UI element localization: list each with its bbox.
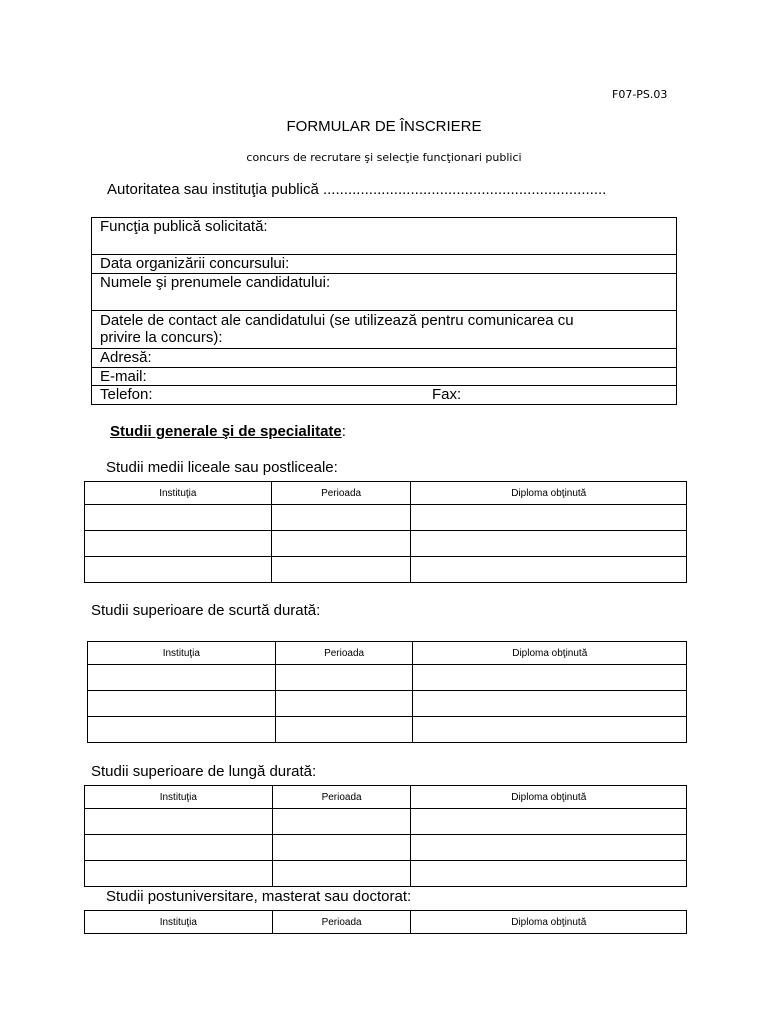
table-cell[interactable] <box>275 691 413 717</box>
candidate-name-label: Numele şi prenumele candidatului: <box>100 274 331 291</box>
table-row <box>88 691 687 717</box>
candidate-info-box <box>91 217 677 405</box>
table-cell[interactable] <box>85 531 272 557</box>
address-label: Adresă: <box>100 349 152 366</box>
table-row <box>88 717 687 743</box>
table-cell[interactable] <box>88 665 276 691</box>
table-header-row <box>85 786 687 809</box>
studies-heading <box>110 423 346 440</box>
table-row <box>85 835 687 861</box>
address-field[interactable] <box>92 349 676 368</box>
candidate-name-field[interactable] <box>92 274 676 311</box>
long-higher-studies-label: Studii superioare de lungă durată: <box>91 763 317 780</box>
table-cell[interactable] <box>271 557 411 583</box>
table-cell[interactable] <box>413 717 687 743</box>
long-higher-studies-table <box>84 785 687 887</box>
postgraduate-studies-table <box>84 910 687 934</box>
function-label: Funcţia publică solicitată: <box>100 218 268 235</box>
table-cell[interactable] <box>411 809 687 835</box>
table-row <box>85 861 687 887</box>
column-header-period: Perioada <box>272 911 411 934</box>
short-higher-studies-label: Studii superioare de scurtă durată: <box>91 602 321 619</box>
email-label: E-mail: <box>100 368 147 385</box>
table-cell[interactable] <box>88 691 276 717</box>
table-cell[interactable] <box>85 835 273 861</box>
table-row <box>85 531 687 557</box>
phone-label: Telefon: <box>100 386 153 403</box>
table-cell[interactable] <box>411 557 687 583</box>
contact-data-section <box>92 311 676 349</box>
phone-fax-row[interactable] <box>92 386 676 404</box>
table-row <box>85 809 687 835</box>
table-row <box>88 665 687 691</box>
form-subtitle: concurs de recrutare şi selecţie funcţionari publici <box>246 151 522 164</box>
table-cell[interactable] <box>85 861 273 887</box>
document-code: F07-PS.03 <box>612 88 668 101</box>
table-cell[interactable] <box>271 531 411 557</box>
column-header-period: Perioada <box>271 482 411 505</box>
table-cell[interactable] <box>275 717 413 743</box>
function-field[interactable] <box>92 218 676 255</box>
table-cell[interactable] <box>272 835 411 861</box>
table-header-row <box>88 642 687 665</box>
contact-label-line2: privire la concurs): <box>100 329 223 346</box>
table-header-row <box>85 482 687 505</box>
table-cell[interactable] <box>272 861 411 887</box>
table-row <box>85 557 687 583</box>
contest-date-label: Data organizării concursului: <box>100 255 290 272</box>
table-row <box>85 505 687 531</box>
column-header-diploma: Diploma obţinută <box>413 642 687 665</box>
table-cell[interactable] <box>413 691 687 717</box>
column-header-period: Perioada <box>275 642 413 665</box>
column-header-institution: Instituţia <box>85 786 273 809</box>
studies-heading-colon: : <box>341 423 346 440</box>
table-cell[interactable] <box>411 531 687 557</box>
email-field[interactable] <box>92 368 676 386</box>
column-header-institution: Instituţia <box>88 642 276 665</box>
table-cell[interactable] <box>85 557 272 583</box>
secondary-studies-table <box>84 481 687 583</box>
table-cell[interactable] <box>88 717 276 743</box>
short-higher-studies-table <box>87 641 687 743</box>
table-cell[interactable] <box>85 809 273 835</box>
postgraduate-studies-label: Studii postuniversitare, masterat sau doctorat: <box>106 888 412 905</box>
table-header-row <box>85 911 687 934</box>
studies-heading-text: Studii generale şi de specialitate <box>110 423 342 440</box>
column-header-institution: Instituţia <box>85 911 273 934</box>
column-header-diploma: Diploma obţinută <box>411 911 687 934</box>
table-cell[interactable] <box>275 665 413 691</box>
table-cell[interactable] <box>411 505 687 531</box>
table-cell[interactable] <box>85 505 272 531</box>
table-cell[interactable] <box>272 809 411 835</box>
column-header-diploma: Diploma obţinută <box>411 482 687 505</box>
table-cell[interactable] <box>413 665 687 691</box>
table-cell[interactable] <box>271 505 411 531</box>
form-title: FORMULAR DE ÎNSCRIERE <box>286 118 482 135</box>
contact-label-line1: Datele de contact ale candidatului (se utilizează pentru comunicarea cu <box>100 312 574 329</box>
contest-date-field[interactable] <box>92 255 676 274</box>
column-header-period: Perioada <box>272 786 411 809</box>
secondary-studies-label: Studii medii liceale sau postliceale: <box>106 459 338 476</box>
table-cell[interactable] <box>411 861 687 887</box>
column-header-institution: Instituţia <box>85 482 272 505</box>
table-cell[interactable] <box>411 835 687 861</box>
fax-label: Fax: <box>432 386 462 403</box>
column-header-diploma: Diploma obţinută <box>411 786 687 809</box>
authority-field[interactable]: Autoritatea sau instituţia publică .................................................................... <box>107 181 607 198</box>
